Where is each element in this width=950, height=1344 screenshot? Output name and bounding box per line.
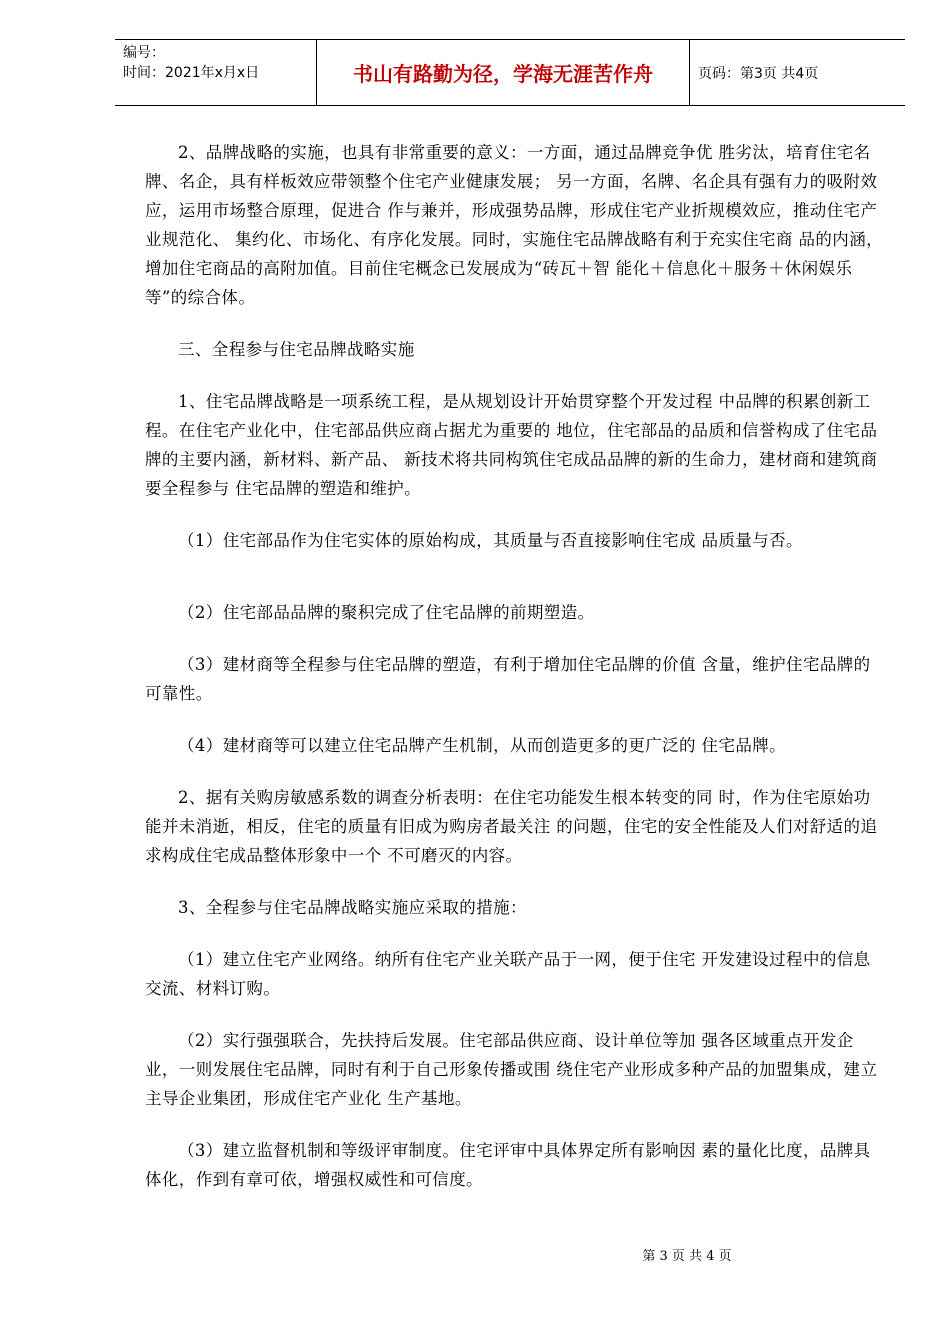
paragraph-measures-heading: 3、全程参与住宅品牌战略实施应采取的措施：: [178, 898, 527, 917]
footer-page-number: 第 3 页 共 4 页: [642, 1249, 732, 1264]
document-body: [145, 138, 885, 1217]
list-item-1: （1）住宅部品作为住宅实体的原始构成，其质量与否直接影响住宅成 品质量与否。: [178, 531, 803, 550]
document-number-label: 编号：: [123, 45, 165, 61]
list-item-3: （3）建材商等全程参与住宅品牌的塑造，有利于增加住宅品牌的价值 含量，维护住宅品牌的可靠性。: [145, 655, 871, 703]
document-time-label: 时间：2021年x月x日: [123, 65, 260, 81]
list-item-2: （2）住宅部品品牌的聚积完成了住宅品牌的前期塑造。: [178, 603, 595, 622]
header-meta: [115, 40, 316, 105]
measure-item-3: （3）建立监督机制和等级评审制度。住宅评审中具体界定所有影响因 素的量化比度，品牌具体化，作到有章可依，增强权威性和可信度。: [145, 1141, 871, 1189]
measure-item-1: （1）建立住宅产业网络。纳所有住宅产业关联产品于一网，便于住宅 开发建设过程中的信息交流、材料订购。: [145, 950, 871, 998]
paragraph-survey-analysis: 2、据有关购房敏感系数的调查分析表明：在住宅功能发生根本转变的同 时，作为住宅原始功能并未消逝，相反，住宅的质量有旧成为购房者最关注 的问题，住宅的安全性能及人们对舒适的追求构成住宅成品整体形象中一个 不可磨灭的内容。: [145, 788, 878, 865]
section-heading-3: 三、全程参与住宅品牌战略实施: [178, 340, 415, 359]
page-header: [115, 39, 905, 106]
page-footer: [0, 1245, 950, 1264]
list-item-4: （4）建材商等可以建立住宅品牌产生机制，从而创造更多的更广泛的 住宅品牌。: [178, 736, 787, 755]
paragraph-brand-significance: 2、品牌战略的实施，也具有非常重要的意义：一方面，通过品牌竞争优 胜劣汰，培育住宅名牌、名企，具有样板效应带领整个住宅产业健康发展； 另一方面，名牌、名企具有强有力的吸附效应，运用市场整合原理，促进合 作与兼并，形成强势品牌，形成住宅产业折规模效应，推动住宅产业规范化、 集约化、市场化、有序化发展。同时，实施住宅品牌战略有利于充实住宅商 品的内涵，增加住宅商品的高附加值。目前住宅概念已发展成为“砖瓦＋智 能化＋信息化＋服务＋休闲娱乐等”的综合体。: [145, 143, 883, 307]
measure-item-2: （2）实行强强联合，先扶持后发展。住宅部品供应商、设计单位等加 强各区域重点开发企业，一则发展住宅品牌，同时有利于自己形象传播或围 绕住宅产业形成多种产品的加盟集成，建立主导企业集团，形成住宅产业化 生产基地。: [145, 1031, 878, 1108]
header-page-number: 页码：第3页 共4页: [698, 65, 819, 82]
header-motto: 书山有路勤为径，学海无涯苦作舟: [316, 40, 690, 105]
paragraph-system-engineering: 1、住宅品牌战略是一项系统工程，是从规划设计开始贯穿整个开发过程 中品牌的积累创新工程。在住宅产业化中，住宅部品供应商占据尤为重要的 地位，住宅部品的品质和信誉构成了住宅品牌的主要内涵，新材料、新产品、 新技术将共同构筑住宅成品品牌的新的生命力，建材商和建筑商要全程参与 住宅品牌的塑造和维护。: [145, 392, 878, 498]
